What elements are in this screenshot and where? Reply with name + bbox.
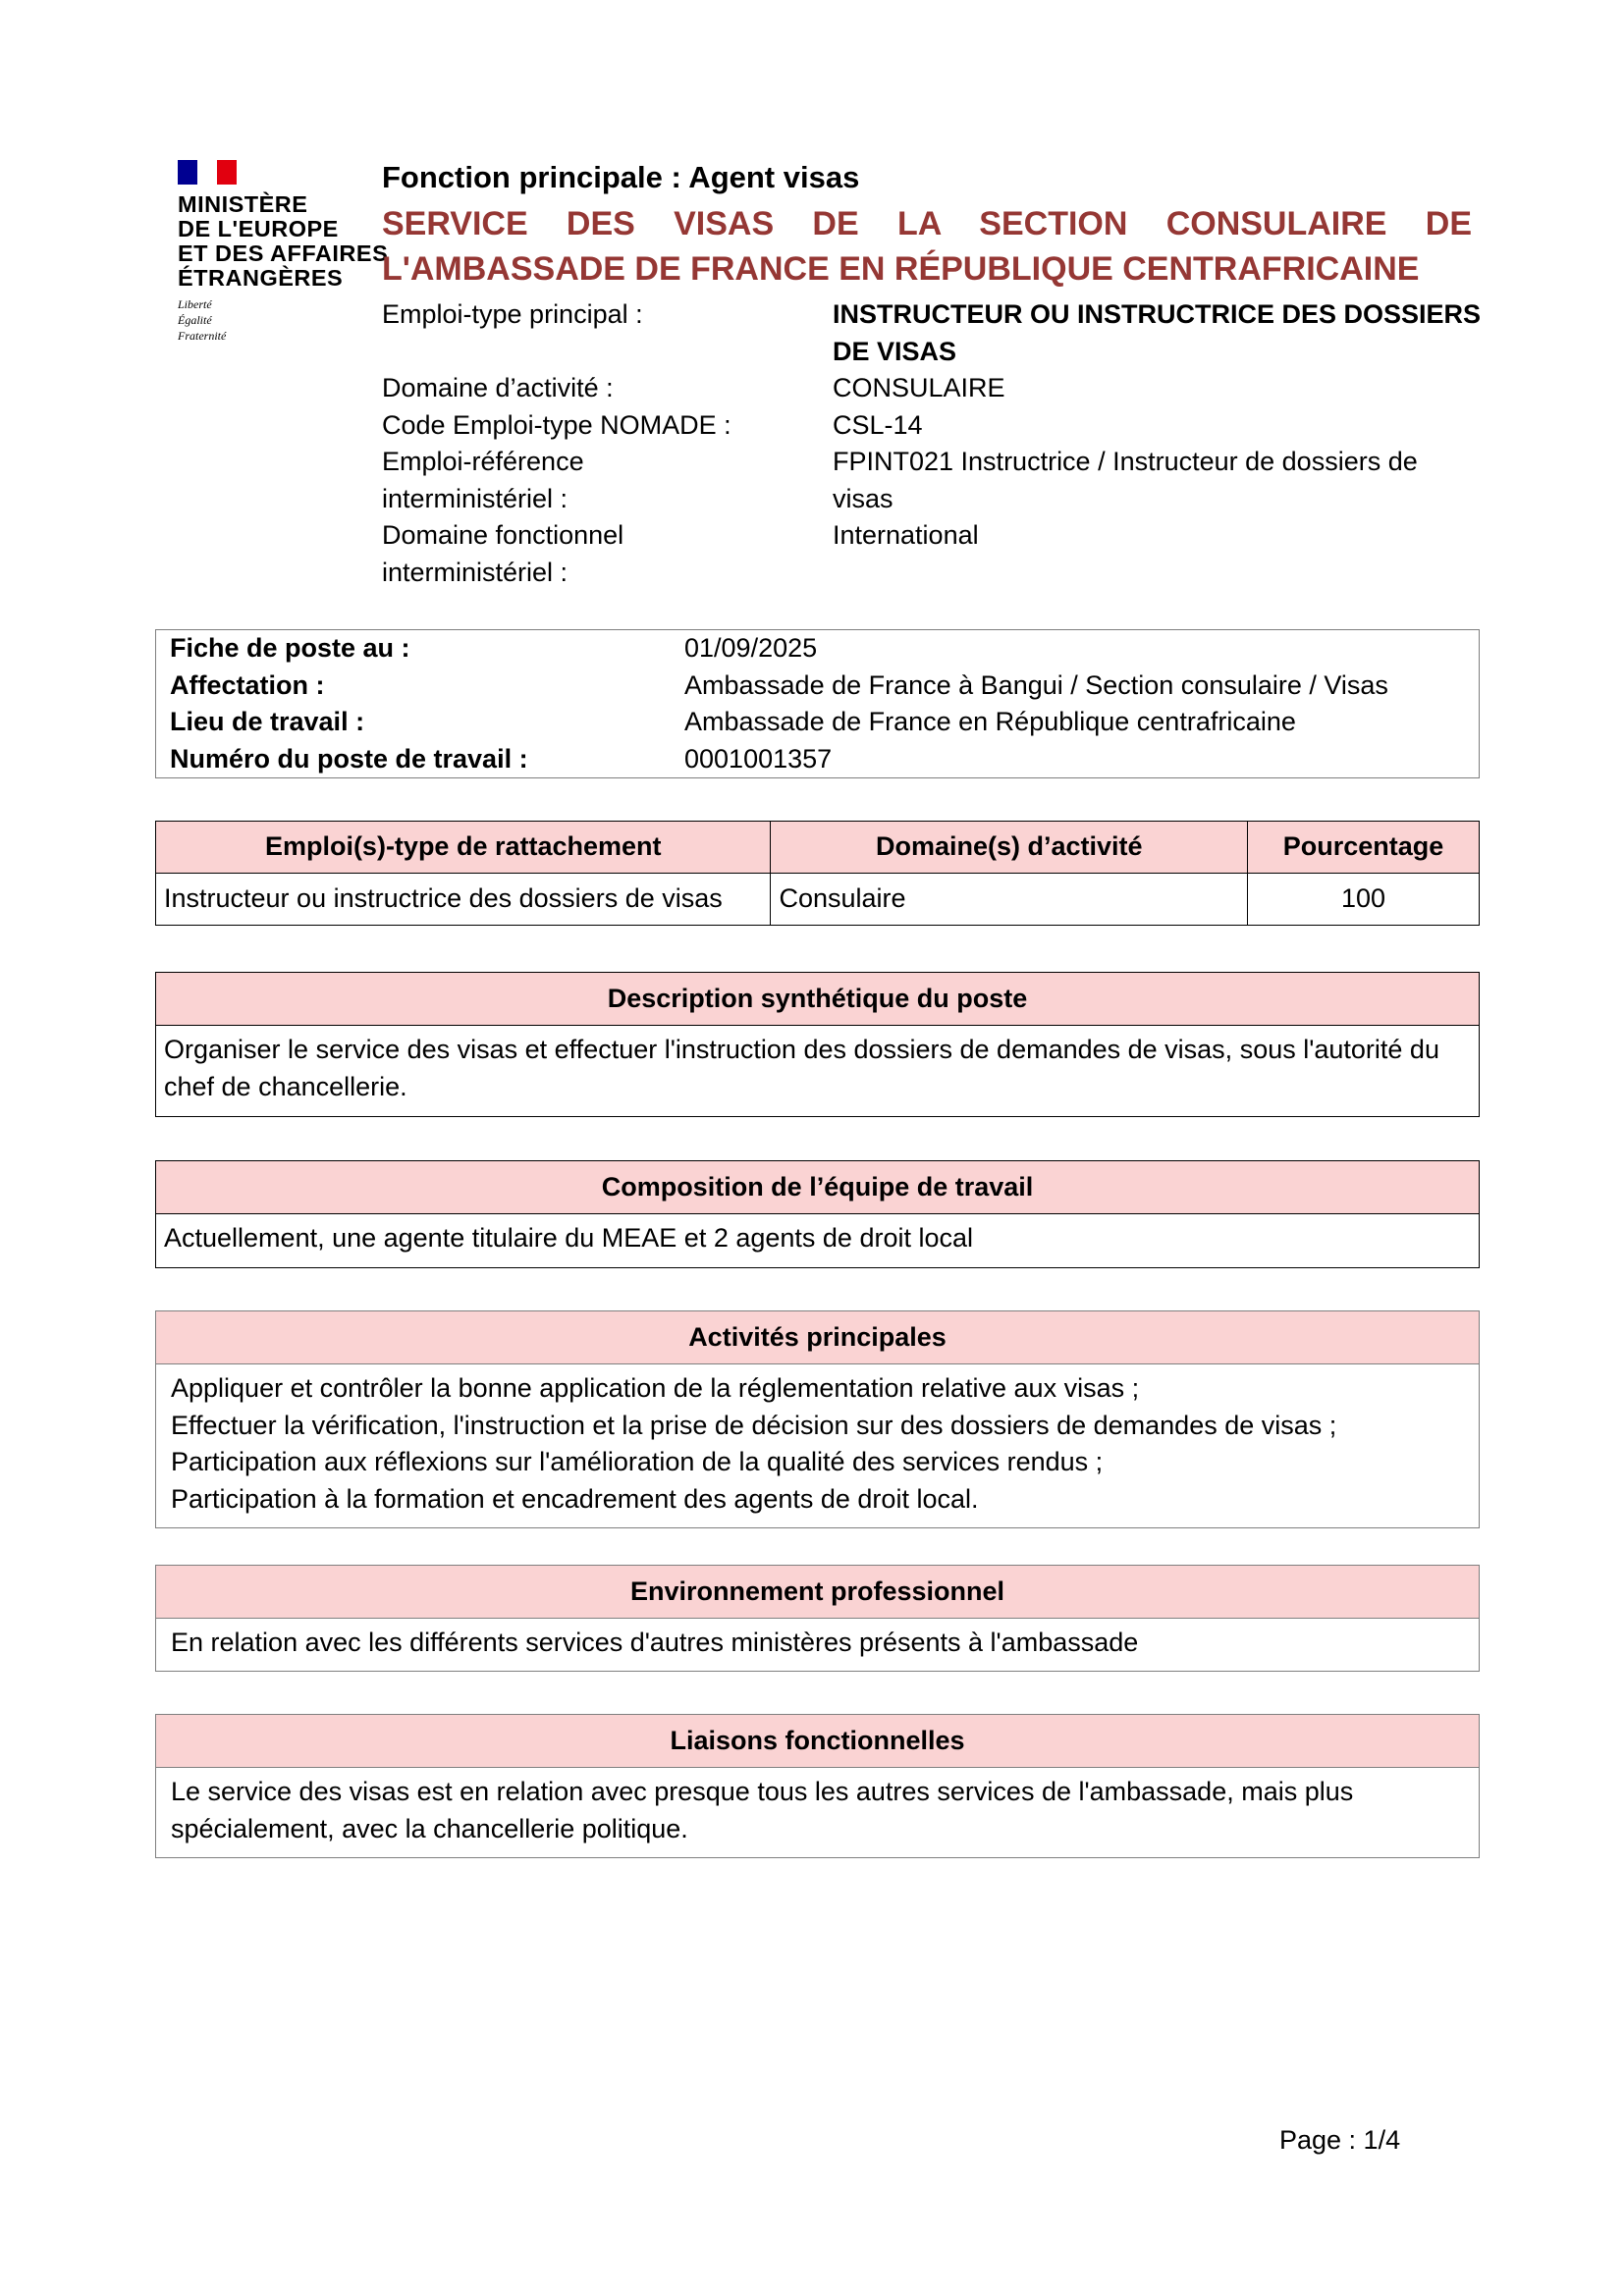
emplois-table (155, 821, 1480, 926)
column-header: Emploi(s)-type de rattachement (156, 822, 771, 874)
detail-value: FPINT021 Instructrice / Instructeur de dossiers de visas (833, 447, 1418, 513)
table-cell: 100 (1248, 874, 1480, 926)
activity-line: Participation à la formation et encadrement des agents de droit local. (171, 1483, 979, 1514)
fiche-value: 01/09/2025 (684, 633, 818, 663)
detail-value: CONSULAIRE (833, 373, 1005, 402)
fiche-value: 0001001357 (684, 743, 833, 774)
table-cell: Consulaire (771, 874, 1248, 926)
section-environnement (155, 1565, 1480, 1672)
section-text: En relation avec les différents services d'autres ministères présents à l'ambassade (171, 1628, 1139, 1657)
section-description (155, 972, 1480, 1117)
table-header-row (156, 822, 1480, 874)
detail-value: International (833, 520, 979, 550)
detail-label: Emploi-type principal : (382, 299, 643, 329)
fiche-label: Lieu de travail : (170, 707, 365, 736)
fiche-value: Ambassade de France en République centrafricaine (684, 707, 1296, 736)
section-title: Liaisons fonctionnelles (156, 1715, 1479, 1768)
section-text: Le service des visas est en relation avec presque tous les autres services de l'ambassade, mais plus spécialement, avec la chancellerie politique. (171, 1777, 1354, 1843)
fiche-info-box (155, 629, 1480, 778)
section-composition (155, 1160, 1480, 1268)
french-flag-icon (178, 160, 237, 185)
republic-motto: Liberté Égalité Fraternité (178, 297, 227, 343)
activity-line: Participation aux réflexions sur l'amélioration de la qualité des services rendus ; (171, 1447, 1104, 1476)
section-title: Description synthétique du poste (156, 973, 1479, 1026)
detail-label: Domaine d’activité : (382, 373, 614, 402)
detail-label: Domaine fonctionnel interministériel : (382, 520, 624, 587)
detail-label: Emploi-référence interministériel : (382, 447, 584, 513)
service-title: SERVICE DES VISAS DE LA SECTION CONSULAIRE DE L'AMBASSADE DE FRANCE EN RÉPUBLIQUE CENTRAFRICAINE (382, 205, 1472, 288)
column-header: Domaine(s) d’activité (771, 822, 1248, 874)
section-activites (155, 1310, 1480, 1528)
fiche-label: Fiche de poste au : (170, 633, 410, 663)
section-text: Organiser le service des visas et effectuer l'instruction des dossiers de demandes de visas, sous l'autorité du chef de chancellerie. (164, 1035, 1439, 1101)
detail-value: CSL-14 (833, 409, 923, 440)
fiche-value: Ambassade de France à Bangui / Section consulaire / Visas (684, 669, 1388, 700)
section-liaisons (155, 1714, 1480, 1858)
activity-line: Appliquer et contrôler la bonne application de la réglementation relative aux visas ; (171, 1373, 1140, 1403)
section-title: Activités principales (156, 1311, 1479, 1364)
ministry-name: MINISTÈRE DE L'EUROPE ET DES AFFAIRES ÉTRANGÈRES (178, 191, 389, 291)
activity-line: Effectuer la vérification, l'instruction et la prise de décision sur des dossiers de demandes de visas ; (171, 1410, 1337, 1440)
fiche-label: Affectation : (170, 669, 325, 700)
section-text: Actuellement, une agente titulaire du MEAE et 2 agents de droit local (164, 1223, 974, 1253)
table-cell: Instructeur ou instructrice des dossiers de visas (156, 874, 771, 926)
ministry-logo (178, 160, 389, 344)
job-details (382, 296, 1482, 591)
fonction-principale: Fonction principale : Agent visas (382, 160, 860, 194)
table-row (156, 874, 1480, 926)
section-title: Composition de l’équipe de travail (156, 1161, 1479, 1214)
section-title: Environnement professionnel (156, 1566, 1479, 1619)
column-header: Pourcentage (1248, 822, 1480, 874)
page-number: Page : 1/4 (1279, 2125, 1401, 2155)
detail-label: Code Emploi-type NOMADE : (382, 409, 731, 440)
fiche-label: Numéro du poste de travail : (170, 743, 528, 774)
detail-value: INSTRUCTEUR OU INSTRUCTRICE DES DOSSIERS DE VISAS (833, 299, 1482, 366)
